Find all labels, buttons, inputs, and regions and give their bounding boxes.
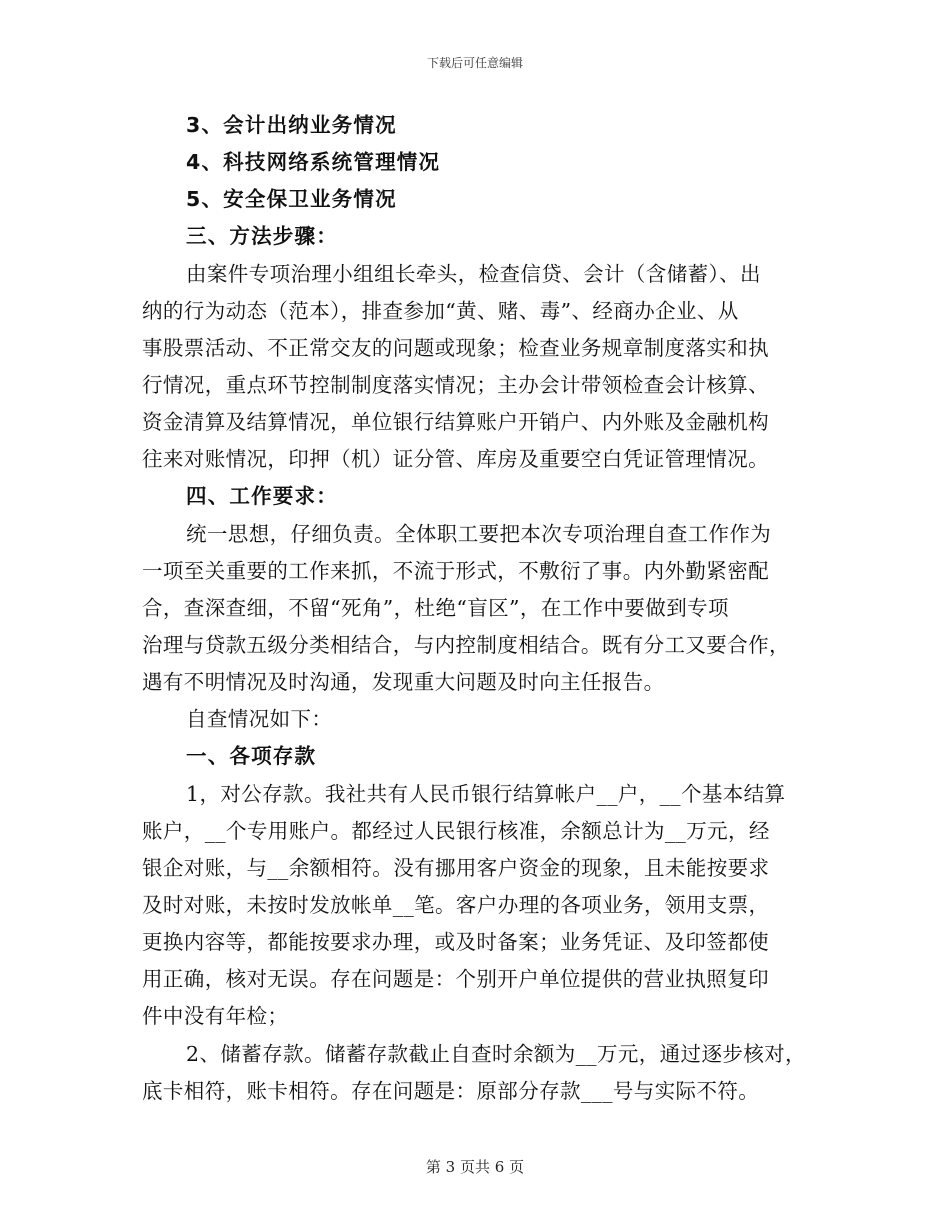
section-heading: 一、各项存款 (186, 744, 317, 769)
paragraph-line: 2、储蓄存款。储蓄存款截止自查时余额为__万元，通过逐步核对， (186, 1041, 806, 1066)
paragraph-line: 更换内容等，都能按要求办理，或及时备案；业务凭证、及印签都使 (142, 930, 769, 955)
paragraph-line: 银企对账，与__余额相符。没有挪用客户资金的现象，且未能按要求 (142, 855, 770, 880)
section-heading: 四、工作要求： (186, 484, 338, 509)
paragraph-line: 1，对公存款。我社共有人民币银行结算帐户__户，__个基本结算 (186, 781, 786, 806)
paragraph-line: 及时对账，未按时发放帐单__笔。客户办理的各项业务，领用支票， (142, 892, 770, 917)
paragraph-line: 用正确，核对无误。存在问题是：个别开户单位提供的营业执照复印 (142, 967, 769, 992)
paragraph-line: 合，查深查细，不留“死角”，杜绝“盲区”，在工作中要做到专项 (142, 595, 729, 620)
section-heading: 3、会计出纳业务情况 (186, 113, 397, 137)
paragraph-line: 自查情况如下： (186, 707, 333, 732)
paragraph-line: 纳的行为动态（范本），排查参加“黄、赌、毒”、经商办企业、从 (142, 298, 739, 323)
paragraph-line: 件中没有年检； (142, 1004, 289, 1029)
paragraph-line: 底卡相符，账卡相符。存在问题是：原部分存款___号与实际不符。 (142, 1078, 760, 1103)
paragraph-line: 账户，__个专用账户。都经过人民银行核准，余额总计为__万元，经 (142, 818, 770, 843)
section-heading: 4、科技网络系统管理情况 (186, 150, 441, 175)
paragraph-line: 统一思想，仔细负责。全体职工要把本次专项治理自查工作作为 (186, 521, 772, 546)
section-heading: 三、方法步骤： (186, 224, 338, 249)
page-header: 下载后可任意编辑 (426, 56, 523, 70)
page-footer: 第 3 页共 6 页 (425, 1158, 525, 1176)
paragraph-line: 由案件专项治理小组组长牵头，检查信贷、会计（含储蓄）、出 (186, 261, 761, 286)
paragraph-line: 一项至关重要的工作来抓，不流于形式，不敷衍了事。内外勤紧密配 (142, 558, 769, 583)
paragraph-line: 遇有不明情况及时沟通，发现重大问题及时向主任报告。 (142, 670, 665, 695)
document-body (142, 107, 814, 1110)
paragraph-line: 资金清算及结算情况，单位银行结算账户开销户、内外账及金融机构 (142, 410, 769, 435)
paragraph-line: 往来对账情况，印押（机）证分管、库房及重要空白凭证管理情况。 (142, 447, 769, 472)
paragraph-line: 治理与贷款五级分类相结合，与内控制度相结合。既有分工又要合作， (142, 632, 790, 657)
section-heading: 5、安全保卫业务情况 (186, 187, 397, 212)
paragraph-line: 事股票活动、不正常交友的问题或现象；检查业务规章制度落实和执 (142, 335, 769, 360)
paragraph-line: 行情况，重点环节控制制度落实情况；主办会计带领检查会计核算、 (142, 372, 769, 397)
